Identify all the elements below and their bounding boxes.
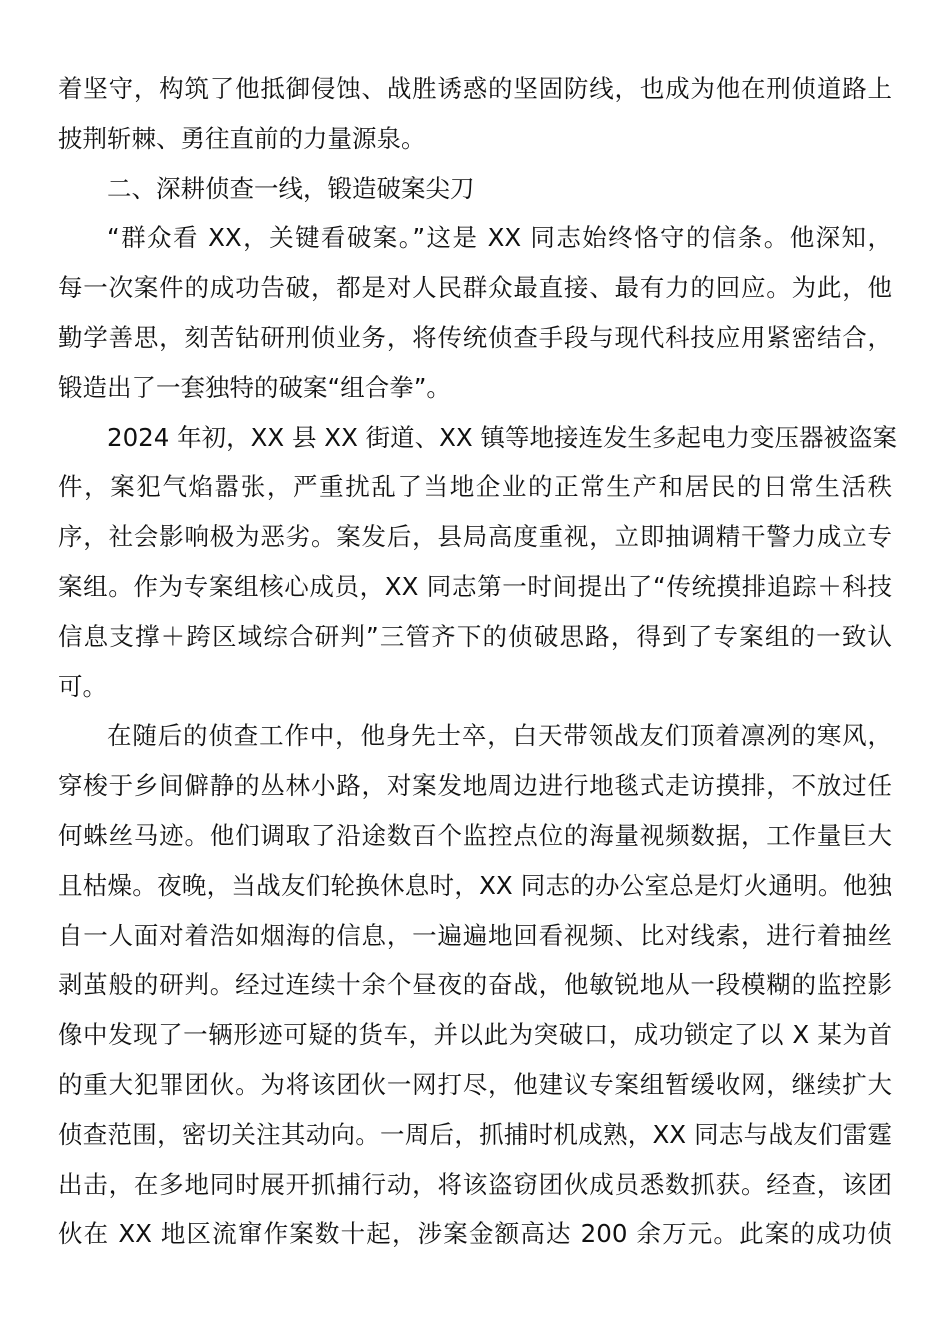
- text-line: 在随后的侦查工作中，他身先士卒，白天带领战友们顶着凛冽的寒风，: [107, 721, 892, 751]
- text-line: 2024 年初，XX 县 XX 街道、XX 镇等地接连发生多起电力变压器被盗案: [107, 422, 897, 452]
- text-line: “群众看 XX，关键看破案。”这是 XX 同志始终恪守的信条。他深知，: [107, 223, 892, 253]
- text-line: 出击，在多地同时展开抓捕行动，将该盗窃团伙成员悉数抓获。经查，该团: [58, 1169, 892, 1199]
- text-line: 像中发现了一辆形迹可疑的货车，并以此为突破口，成功锁定了以 X 某为首: [58, 1020, 892, 1050]
- text-line: 且枯燥。夜晚，当战友们轮换休息时，XX 同志的办公室总是灯火通明。他独: [58, 870, 892, 900]
- text-line: 序，社会影响极为恶劣。案发后，县局高度重视，立即抽调精干警力成立专: [58, 522, 892, 552]
- text-line: 每一次案件的成功告破，都是对人民群众最直接、最有力的回应。为此，他: [58, 273, 892, 303]
- text-line: 伙在 XX 地区流窜作案数十起，涉案金额高达 200 余万元。此案的成功侦: [58, 1219, 892, 1249]
- text-line: 的重大犯罪团伙。为将该团伙一网打尽，他建议专案组暂缓收网，继续扩大: [58, 1069, 892, 1099]
- text-line: 勤学善思，刻苦钻研刑侦业务，将传统侦查手段与现代科技应用紧密结合，: [58, 322, 892, 352]
- text-line: 自一人面对着浩如烟海的信息，一遍遍地回看视频、比对线索，进行着抽丝: [58, 920, 892, 950]
- text-line: 案组。作为专案组核心成员，XX 同志第一时间提出了“传统摸排追踪＋科技: [58, 571, 892, 601]
- text-line: 着坚守，构筑了他抵御侵蚀、战胜诱惑的坚固防线，也成为他在刑侦道路上: [58, 74, 892, 103]
- text-line: 锻造出了一套独特的破案“组合拳”。: [58, 372, 451, 402]
- text-line: 披荆斩棘、勇往直前的力量源泉。: [58, 123, 426, 153]
- document-body: [58, 64, 897, 1259]
- text-line: 穿梭于乡间僻静的丛林小路，对案发地周边进行地毯式走访摸排，不放过任: [58, 771, 892, 801]
- text-line: 件，案犯气焰嚣张，严重扰乱了当地企业的正常生产和居民的日常生活秩: [58, 472, 892, 502]
- text-line: 何蛛丝马迹。他们调取了沿途数百个监控点位的海量视频数据，工作量巨大: [58, 820, 892, 850]
- text-line: 信息支撑＋跨区域综合研判”三管齐下的侦破思路，得到了专案组的一致认: [58, 621, 892, 651]
- text-line: 剥茧般的研判。经过连续十余个昼夜的奋战，他敏锐地从一段模糊的监控影: [58, 970, 892, 1000]
- section-heading: 二、深耕侦查一线，锻造破案尖刀: [107, 173, 475, 203]
- text-line: 侦查范围，密切关注其动向。一周后，抓捕时机成熟，XX 同志与战友们雷霆: [58, 1119, 892, 1149]
- text-line: 可。: [58, 671, 107, 701]
